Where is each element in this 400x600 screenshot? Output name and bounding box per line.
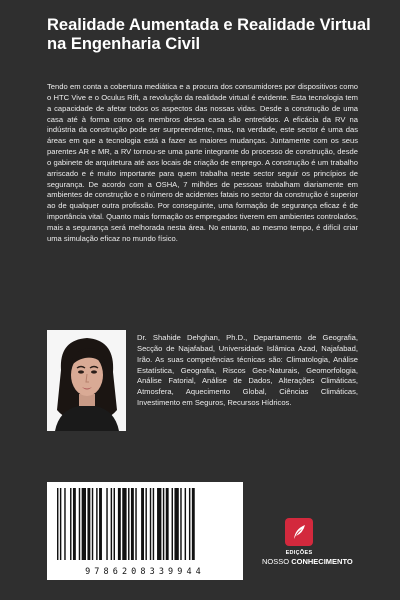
barcode-bar <box>128 488 129 560</box>
isbn-number: 9786208339944 <box>85 567 205 577</box>
barcode-bar <box>172 488 173 560</box>
barcode-bar <box>145 488 146 560</box>
barcode-bar <box>96 488 97 560</box>
barcode-bar <box>122 488 126 560</box>
barcode-bar <box>141 488 144 560</box>
barcode-bar <box>157 488 161 560</box>
barcode-bar <box>180 488 181 560</box>
barcode-bar <box>111 488 112 560</box>
barcode-bar <box>131 488 134 560</box>
barcode-bar <box>166 488 169 560</box>
back-cover-description: Tendo em conta a cobertura mediática e a procura dos consumidores por dispositivos como o HTC Vive e o Oculus Rift, a revolução da realidade virtual é evidente. Esta tecnologia tem a capacidade de afetar todos os aspectos das nossas vidas. Desde a construção de uma casa até à forma como os membros dessa casa são entretidos. A eficácia da RV na indústria da construção pode ser surpreendente, mas, na verdade, este sector é uma das áreas em que a tecnologia está a fazer as maiores mudanças. Juntamente com os seus parentes AR e MR, a RV tornou-se uma parte integrante do processo de construção, desde o gabinete de arquitetura até aos locais de criação de emprego. A construção é um trabalho arriscado e é muito importante para quem trabalha neste sector seguir os princípios de segurança. De acordo com a OSHA, 7 milhões de pessoas trabalham diariamente em ambientes de construção e o número de acidentes fatais no sector da construção é superior ao de qualquer outra profissão. Por conseguinte, uma formação de segurança eficaz é de importância vital. Quanto mais formação os empregados tiverem em ambientes controlados, mais a segurança será melhorada nesta área. No entanto, ao mesmo tempo, é difícil criar uma simulação eficaz no mundo físico. <box>47 82 358 243</box>
barcode-bar <box>118 488 121 560</box>
barcode-bar <box>60 488 61 560</box>
barcode-bar <box>185 488 186 560</box>
author-photo <box>47 330 126 431</box>
barcode-bar <box>192 488 195 560</box>
barcode-bar <box>153 488 154 560</box>
barcode-bar <box>114 488 115 560</box>
publisher-logo-block <box>262 518 353 566</box>
barcode-bar <box>57 488 58 560</box>
barcode-bar <box>64 488 65 560</box>
barcode-bar <box>82 488 86 560</box>
book-title: Realidade Aumentada e Realidade Virtual na Engenharia Civil <box>47 16 371 53</box>
barcode-bar <box>163 488 164 560</box>
barcode-bar <box>99 488 102 560</box>
barcode-bar <box>106 488 107 560</box>
isbn-barcode <box>47 482 243 580</box>
publisher-edicoes: EDIÇÕES <box>285 550 313 556</box>
publisher-name: NOSSO CONHECIMENTO <box>262 557 353 566</box>
barcode-bar <box>135 488 136 560</box>
barcode-bar <box>79 488 80 560</box>
barcode-bar <box>150 488 151 560</box>
barcode-bar <box>87 488 90 560</box>
barcode-bar <box>70 488 71 560</box>
barcode-bar <box>189 488 190 560</box>
author-biography: Dr. Shahide Dehghan, Ph.D., Departamento de Geografia, Secção de Najafabad, Universidade Islâmica Azad, Najafabad, Irão. As suas competências técnicas são: Climatologia, Análise Estatística, Geografia, Riscos Geo-Naturais, Geomorfologia, Análise Fatorial, Análise de Dados, Alterações Climáticas, Atmosfera, Aquecimento Global, Ciências Climáticas, Investimento em Seguros, Recursos Hídricos. <box>137 333 358 408</box>
barcode-bar <box>73 488 76 560</box>
quill-icon <box>285 518 313 546</box>
barcode-bar <box>92 488 93 560</box>
barcode-bar <box>174 488 178 560</box>
